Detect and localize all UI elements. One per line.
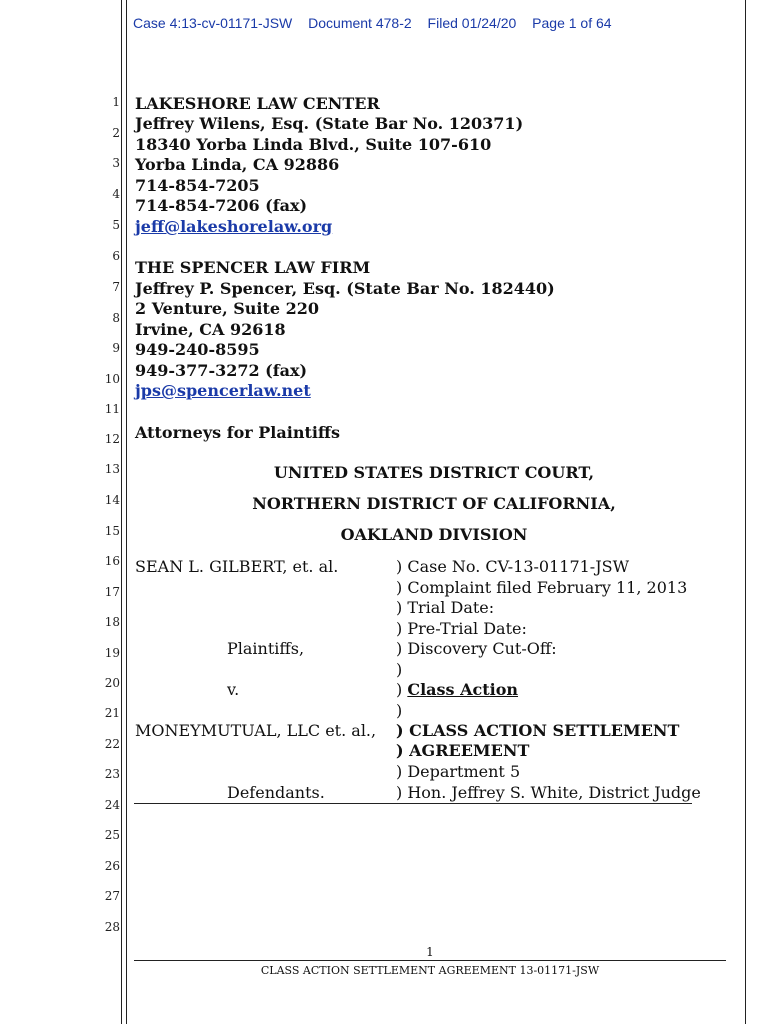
line-number: 3 bbox=[112, 156, 120, 170]
caption-trial-date: ) Trial Date: bbox=[396, 598, 495, 617]
counsel1-email-link[interactable]: jeff@lakeshorelaw.org bbox=[135, 217, 333, 236]
caption-defendants-label: Defendants. bbox=[227, 783, 325, 802]
caption-department: ) Department 5 bbox=[396, 762, 521, 781]
line-number: 11 bbox=[104, 402, 120, 416]
caption-defendant: MONEYMUTUAL, LLC et. al., bbox=[135, 721, 377, 740]
line-number: 9 bbox=[112, 341, 120, 355]
line-number: 10 bbox=[104, 372, 120, 386]
document-title-line2: ) AGREEMENT bbox=[396, 741, 530, 760]
counsel2-fax: 949-377-3272 (fax) bbox=[135, 361, 308, 380]
line-number: 17 bbox=[104, 585, 120, 599]
line-number: 18 bbox=[104, 615, 120, 629]
caption-complaint-filed: ) Complaint filed February 11, 2013 bbox=[396, 578, 688, 597]
footer-page-number: 1 bbox=[426, 945, 434, 959]
caption-rule bbox=[134, 803, 692, 804]
counsel2-address1: 2 Venture, Suite 220 bbox=[135, 299, 320, 318]
counsel1-address2: Yorba Linda, CA 92886 bbox=[135, 155, 340, 174]
caption-class-action-line bbox=[396, 680, 518, 699]
line-number: 16 bbox=[104, 554, 120, 568]
counsel2-phone: 949-240-8595 bbox=[135, 340, 260, 359]
margin-line-left-1 bbox=[121, 0, 122, 1024]
court-division: OAKLAND DIVISION bbox=[340, 525, 528, 544]
line-number: 4 bbox=[112, 187, 120, 201]
attorneys-for: Attorneys for Plaintiffs bbox=[135, 423, 341, 442]
line-number: 6 bbox=[112, 249, 120, 263]
line-number: 8 bbox=[112, 311, 120, 325]
counsel2-address2: Irvine, CA 92618 bbox=[135, 320, 286, 339]
caption-blank: ) bbox=[396, 701, 403, 720]
counsel1-fax: 714-854-7206 (fax) bbox=[135, 196, 308, 215]
footer-rule bbox=[134, 960, 726, 961]
ecf-header bbox=[133, 15, 624, 31]
margin-line-right bbox=[745, 0, 746, 1024]
line-number: 7 bbox=[112, 280, 120, 294]
caption-plaintiffs-label: Plaintiffs, bbox=[227, 639, 305, 658]
line-number: 14 bbox=[104, 493, 120, 507]
line-number: 26 bbox=[104, 859, 120, 873]
counsel1-address1: 18340 Yorba Linda Blvd., Suite 107-610 bbox=[135, 135, 492, 154]
caption-blank: ) bbox=[396, 660, 403, 679]
line-number: 1 bbox=[112, 95, 120, 109]
line-number: 13 bbox=[104, 462, 120, 476]
caption-pretrial-date: ) Pre-Trial Date: bbox=[396, 619, 527, 638]
line-number: 25 bbox=[104, 828, 120, 842]
line-number: 5 bbox=[112, 218, 120, 232]
caption-versus: v. bbox=[227, 680, 240, 699]
line-number: 24 bbox=[104, 798, 120, 812]
counsel2-attorney: Jeffrey P. Spencer, Esq. (State Bar No. 182440) bbox=[135, 279, 555, 298]
line-number: 15 bbox=[104, 524, 120, 538]
line-number: 23 bbox=[104, 767, 120, 781]
court-name: UNITED STATES DISTRICT COURT, bbox=[273, 463, 595, 482]
counsel2-email-link[interactable]: jps@spencerlaw.net bbox=[135, 381, 311, 400]
caption-discovery: ) Discovery Cut-Off: bbox=[396, 639, 557, 658]
caption-class-action-paren: ) bbox=[396, 680, 408, 699]
header-case: Case 4:13-cv-01171-JSW bbox=[133, 15, 293, 31]
caption-case-no: ) Case No. CV-13-01171-JSW bbox=[396, 557, 630, 576]
line-number: 27 bbox=[104, 889, 120, 903]
counsel2-firm: THE SPENCER LAW FIRM bbox=[135, 258, 371, 277]
counsel1-phone: 714-854-7205 bbox=[135, 176, 260, 195]
document-title-line1: ) CLASS ACTION SETTLEMENT bbox=[396, 721, 680, 740]
line-number: 22 bbox=[104, 737, 120, 751]
header-filed: Filed 01/24/20 bbox=[427, 15, 517, 31]
footer-title: CLASS ACTION SETTLEMENT AGREEMENT 13-01171-JSW bbox=[260, 964, 600, 977]
caption-plaintiff: SEAN L. GILBERT, et. al. bbox=[135, 557, 339, 576]
line-number: 2 bbox=[112, 126, 120, 140]
counsel1-attorney: Jeffrey Wilens, Esq. (State Bar No. 120371) bbox=[135, 114, 524, 133]
line-number: 20 bbox=[104, 676, 120, 690]
caption-judge: ) Hon. Jeffrey S. White, District Judge bbox=[396, 783, 701, 802]
line-number: 28 bbox=[104, 920, 120, 934]
line-number: 12 bbox=[104, 432, 120, 446]
line-number: 21 bbox=[104, 706, 120, 720]
line-number: 19 bbox=[104, 646, 120, 660]
court-district: NORTHERN DISTRICT OF CALIFORNIA, bbox=[252, 494, 616, 513]
counsel1-firm: LAKESHORE LAW CENTER bbox=[135, 94, 380, 113]
caption-class-action: Class Action bbox=[407, 680, 519, 699]
margin-line-left-2 bbox=[126, 0, 127, 1024]
header-page: Page 1 of 64 bbox=[532, 15, 612, 31]
header-document: Document 478-2 bbox=[308, 15, 412, 31]
